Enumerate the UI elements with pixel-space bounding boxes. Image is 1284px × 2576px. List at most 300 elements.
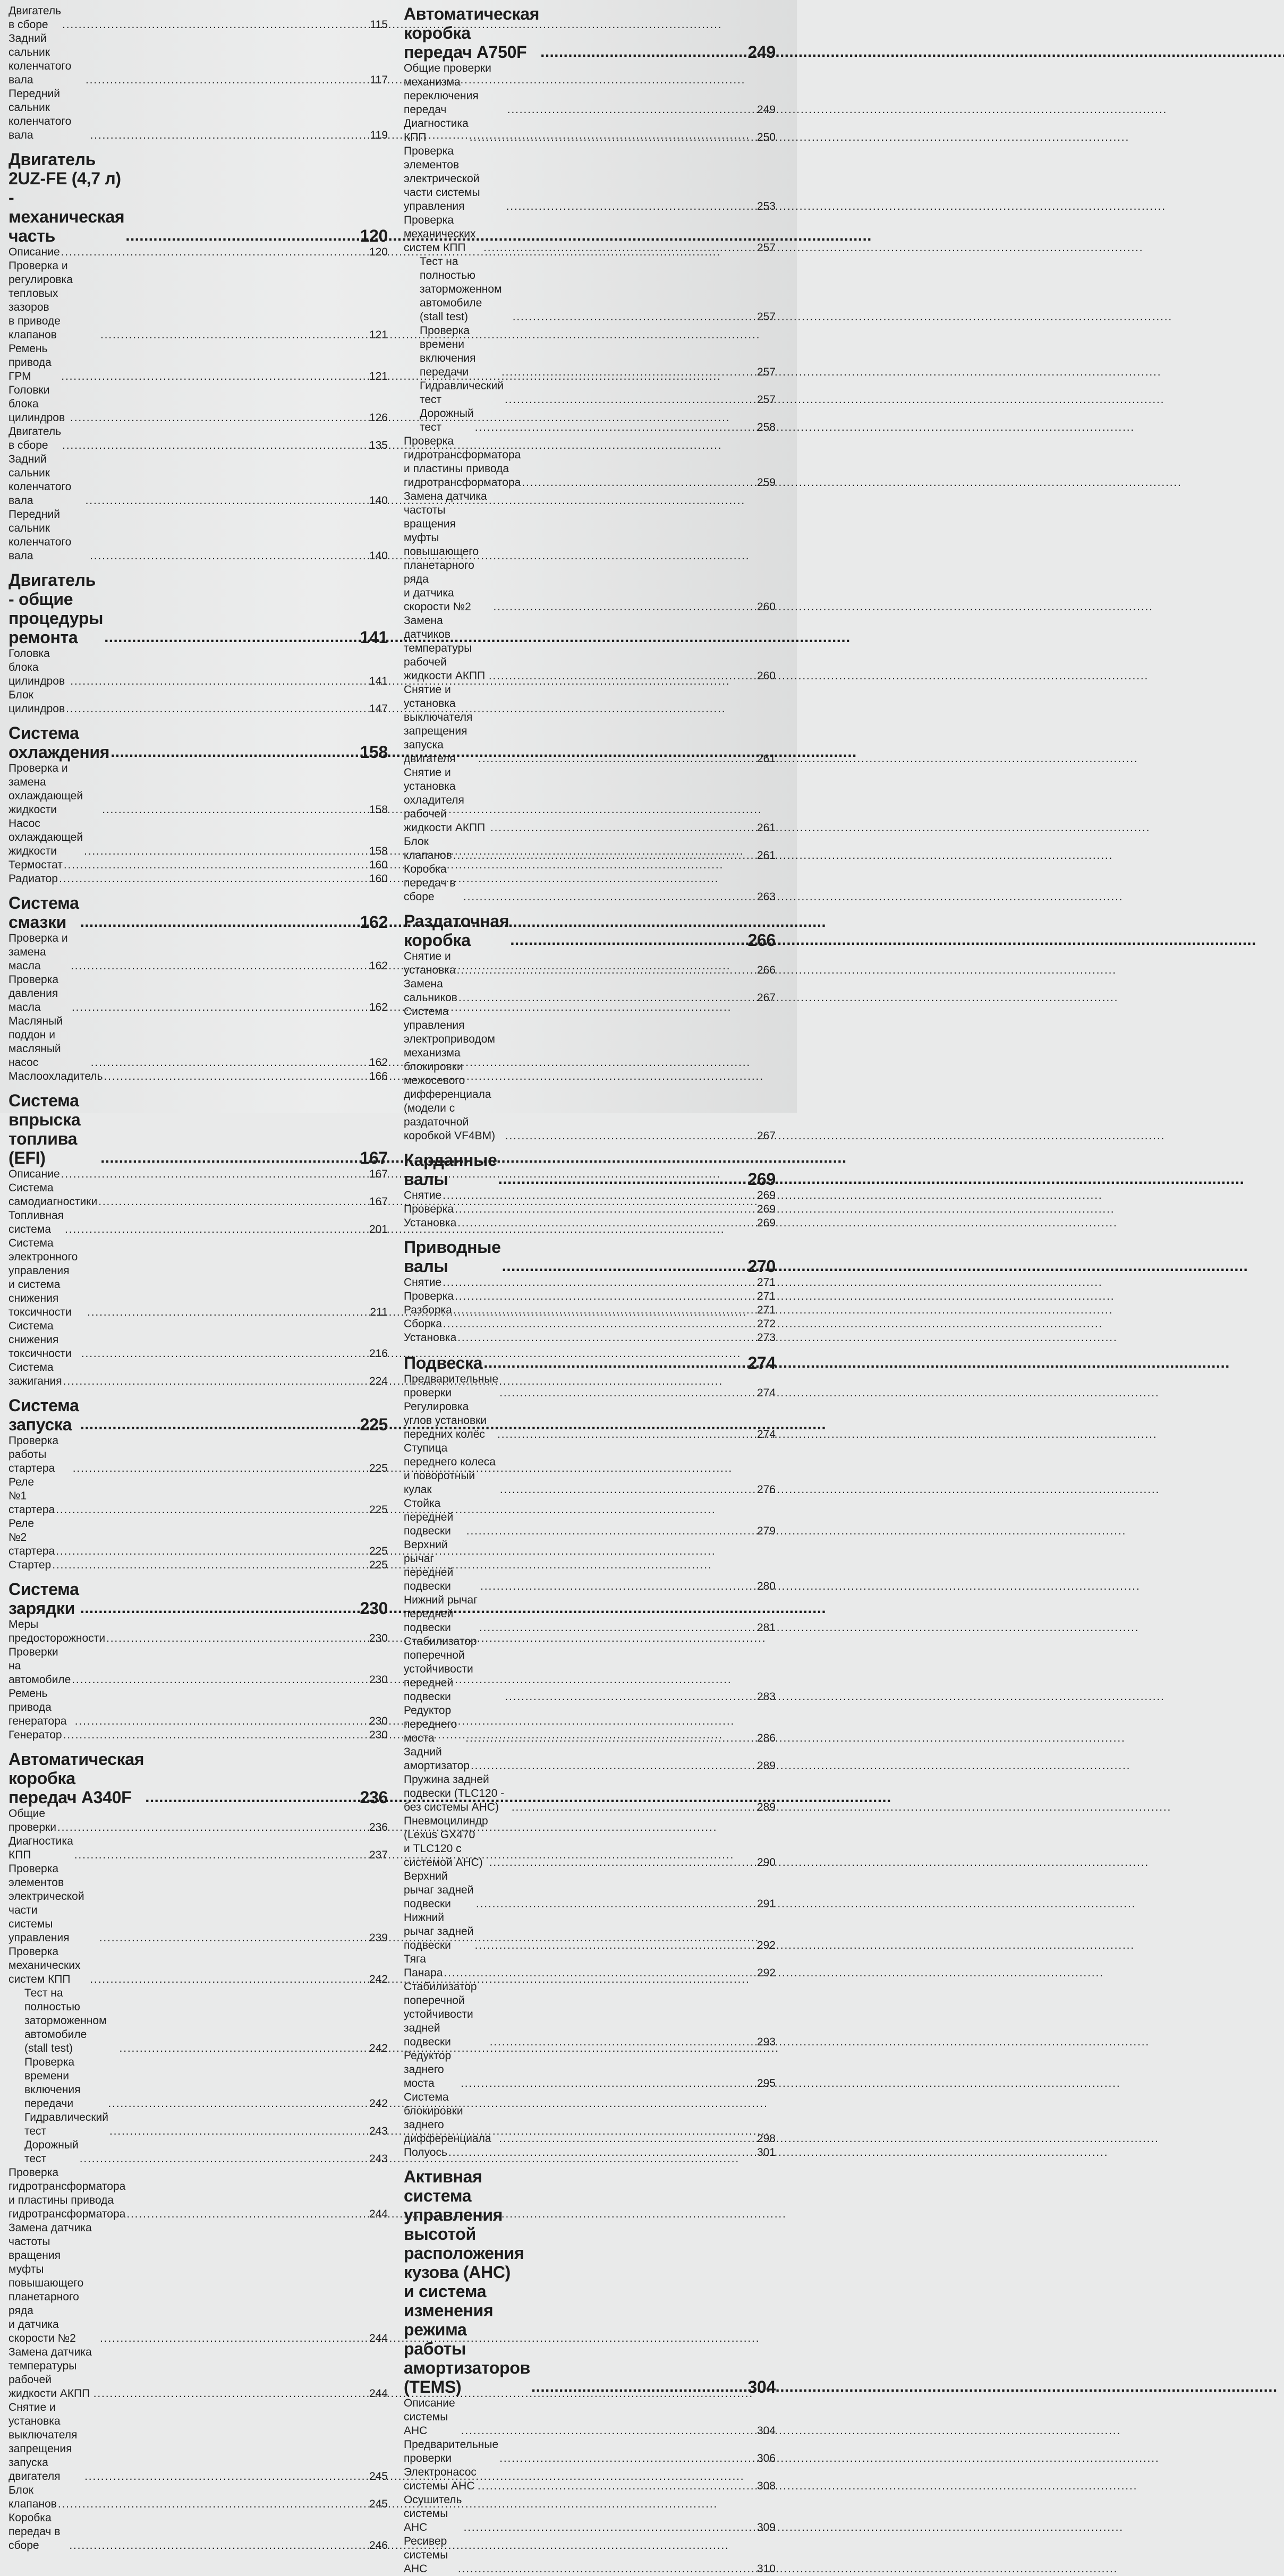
entry-page-number: 230 [369, 1715, 388, 1727]
entry-title: Электронасос системы AHC [404, 2466, 477, 2492]
section-page-number: 158 [360, 743, 388, 762]
toc-section [404, 911, 776, 1143]
toc-entry [404, 1593, 776, 1635]
entry-title: Проверка гидротрансформатора и пластины привода гидротрансформатора [404, 435, 521, 489]
entry-title: Диагностика КПП [404, 117, 469, 143]
dot-leader [100, 1147, 359, 1167]
dot-leader [145, 1787, 359, 1807]
entry-page-number: 162 [369, 1001, 388, 1013]
toc-section [8, 4, 388, 142]
toc-entry [8, 1014, 388, 1070]
entry-page-number: 244 [369, 2332, 388, 2344]
dot-leader [457, 1216, 756, 1230]
dot-leader [120, 2042, 368, 2055]
toc-entry [8, 1835, 388, 1862]
toc-entry [8, 383, 388, 425]
dot-leader [81, 1347, 368, 1361]
entry-page-number: 283 [756, 1691, 776, 1703]
dot-leader [455, 1202, 756, 1216]
entry-page-number: 263 [756, 891, 776, 903]
section-heading-title: Карданные валы [404, 1150, 497, 1189]
dot-leader [483, 1352, 746, 1372]
dot-leader [100, 2332, 368, 2345]
toc-section [404, 4, 776, 904]
dot-leader [502, 1256, 747, 1276]
entry-title: Проверка и замена масла [8, 932, 68, 972]
toc-entry [404, 614, 776, 683]
entry-title: Ступица переднего колеса и поворотный кулак [404, 1442, 496, 1496]
toc-section [8, 1091, 388, 1388]
entry-page-number: 267 [756, 992, 776, 1004]
entry-page-number: 289 [756, 1801, 776, 1813]
toc-entry [8, 1645, 388, 1687]
dot-leader [444, 1966, 756, 1980]
entry-page-number: 274 [756, 1428, 776, 1440]
toc-entry [404, 1745, 776, 1773]
dot-leader [63, 1375, 368, 1388]
toc-section [8, 893, 388, 1084]
entry-title: Проверка элементов электрической части системы управления [404, 145, 480, 212]
toc-entry [8, 1687, 388, 1728]
dot-leader [457, 1331, 756, 1345]
entry-title: Тест на полностью заторможенном автомобиле (stall test) [24, 1987, 107, 2054]
entry-page-number: 242 [369, 2042, 388, 2054]
entry-page-number: 230 [369, 1632, 388, 1644]
dot-leader [475, 1939, 756, 1952]
entry-title: Коробка передач в сборе [404, 863, 456, 903]
entry-page-number: 243 [369, 2125, 388, 2137]
entry-title: Задний амортизатор [404, 1746, 470, 1772]
dot-leader [478, 752, 756, 766]
section-heading [8, 893, 388, 932]
entry-page-number: 258 [756, 421, 776, 433]
dot-leader [74, 1848, 368, 1862]
dot-leader [522, 476, 756, 490]
entry-title: Верхний рычаг задней подвески [404, 1870, 474, 1910]
entry-title: Дорожный тест [420, 407, 474, 433]
entry-title: Проверка [404, 1290, 454, 1302]
entry-title: Верхний рычаг передней подвески [404, 1539, 454, 1592]
toc-left-column [8, 4, 388, 2553]
section-heading [8, 1750, 388, 1807]
entry-page-number: 304 [756, 2425, 776, 2437]
toc-entry [8, 1862, 388, 1945]
toc-entry [8, 1319, 388, 1361]
toc-entry [8, 858, 388, 872]
entry-title: Нижний рычаг задней подвески [404, 1912, 474, 1951]
toc-entry [8, 2401, 388, 2484]
entry-page-number: 295 [756, 2077, 776, 2089]
entry-title: Система зажигания [8, 1361, 62, 1387]
dot-leader [490, 2035, 756, 2049]
entry-title: Общие проверки механизма переключения передач [404, 62, 491, 116]
dot-leader [62, 18, 369, 32]
entry-page-number: 260 [756, 601, 776, 613]
dot-leader [71, 959, 368, 973]
dot-leader [471, 1759, 756, 1773]
dot-leader [499, 2452, 756, 2466]
toc-entry [8, 2484, 388, 2511]
dot-leader [475, 421, 756, 434]
dot-leader [501, 365, 756, 379]
entry-title: Проверка механических систем КПП [404, 214, 476, 254]
section-heading-title: Система зарядки [8, 1580, 79, 1618]
toc-entry [8, 32, 388, 87]
section-page-number: 236 [360, 1788, 388, 1807]
toc-entry [404, 1290, 776, 1303]
entry-page-number: 298 [756, 2133, 776, 2145]
dot-leader [57, 1821, 368, 1835]
section-heading-title: Система охлаждения [8, 723, 110, 762]
entry-page-number: 162 [369, 960, 388, 972]
entry-title: Двигатель в сборе [8, 5, 62, 31]
entry-page-number: 160 [369, 873, 388, 885]
entry-page-number: 225 [369, 1559, 388, 1571]
toc-entry [404, 2396, 776, 2438]
entry-title: Головка блока цилиндров [8, 647, 65, 687]
entry-page-number: 243 [369, 2153, 388, 2165]
entry-page-number: 160 [369, 859, 388, 871]
entry-title: Система блокировки заднего дифференциала [404, 2091, 491, 2145]
toc-entry [404, 1497, 776, 1538]
toc-right-column [404, 4, 776, 2576]
toc-entry [404, 977, 776, 1005]
toc-entry [404, 214, 776, 255]
entry-page-number: 246 [369, 2539, 388, 2552]
entry-page-number: 249 [756, 104, 776, 116]
entry-title: Передний сальник коленчатого вала [8, 508, 72, 562]
section-heading-title: Система смазки [8, 893, 79, 932]
dot-leader [443, 1189, 756, 1202]
toc-entry [8, 1361, 388, 1388]
dot-leader [98, 1195, 368, 1209]
entry-page-number: 121 [369, 329, 388, 341]
dot-leader [58, 2497, 368, 2511]
toc-entry [8, 1517, 388, 1558]
dot-leader [80, 1414, 359, 1434]
entry-page-number: 301 [756, 2146, 776, 2159]
dot-leader [483, 241, 756, 255]
entry-title: Разборка [404, 1304, 452, 1316]
dot-leader [443, 1317, 756, 1331]
entry-title: Система управления электроприводом механизма блокировки межосевого дифференциала (модели с раздаточной коробкой VF4BM) [404, 1005, 496, 1142]
toc-entry [404, 1441, 776, 1497]
entry-page-number: 140 [369, 494, 388, 507]
entry-page-number: 271 [756, 1276, 776, 1289]
entry-page-number: 306 [756, 2452, 776, 2464]
dot-leader [52, 1558, 368, 1572]
entry-title: Общие проверки [8, 1807, 56, 1833]
entry-page-number: 261 [756, 822, 776, 834]
entry-page-number: 126 [369, 412, 388, 424]
dot-leader [490, 821, 756, 835]
dot-leader [505, 1690, 756, 1704]
toc-entry [8, 508, 388, 563]
dot-leader [56, 1545, 368, 1558]
entry-page-number: 216 [369, 1347, 388, 1360]
toc-section [404, 1352, 776, 2160]
toc-section [404, 1238, 776, 1345]
dot-leader [505, 1129, 756, 1143]
entry-title: Проверка и регулировка тепловых зазоров в приводе клапанов [8, 260, 73, 341]
toc-entry [404, 1202, 776, 1216]
entry-title: Блок клапанов [8, 2484, 57, 2510]
dot-leader [80, 2152, 368, 2166]
entry-page-number: 239 [369, 1932, 388, 1944]
dot-leader [465, 1731, 756, 1745]
dot-leader [90, 1973, 368, 1986]
entry-title: Проверка [404, 1203, 454, 1215]
entry-title: Полуось [404, 2146, 447, 2159]
entry-title: Установка [404, 1217, 457, 1229]
section-heading [404, 4, 776, 62]
dot-leader [476, 1897, 756, 1911]
dot-leader [100, 328, 368, 342]
toc-entry [404, 2493, 776, 2535]
dot-leader [106, 1632, 368, 1645]
section-heading [8, 150, 388, 245]
dot-leader [70, 411, 368, 425]
entry-page-number: 117 [370, 74, 388, 86]
toc-entry [8, 1167, 388, 1181]
entry-title: Генератор [8, 1729, 62, 1741]
section-page-number: 162 [360, 912, 388, 932]
dot-leader [66, 702, 368, 716]
toc-entry [8, 973, 388, 1014]
toc-entry [404, 1814, 776, 1870]
dot-leader [109, 2125, 368, 2138]
entry-title: Передний сальник коленчатого вала [8, 88, 72, 141]
entry-title: Снятие и установка выключателя запрещения запуска двигателя [8, 2401, 78, 2483]
section-heading-title: Автоматическая коробка передач A750F [404, 4, 540, 62]
entry-page-number: 291 [756, 1898, 776, 1910]
section-heading-title: Система запуска [8, 1396, 79, 1434]
entry-title: Замена датчиков температуры рабочей жидкости АКПП [404, 615, 486, 682]
toc-entry [8, 1475, 388, 1517]
toc-entry [404, 2049, 776, 2091]
entry-title: Проверка механических систем КПП [8, 1946, 81, 1985]
entry-page-number: 274 [756, 1387, 776, 1399]
toc-entry [8, 1236, 388, 1319]
dot-leader [489, 1856, 756, 1870]
toc-entry [8, 2345, 388, 2401]
entry-title: Система снижения токсичности [8, 1320, 72, 1360]
entry-page-number: 308 [756, 2480, 776, 2492]
entry-title: Редуктор заднего моста [404, 2050, 452, 2089]
dot-leader [99, 1931, 368, 1945]
dot-leader [500, 1483, 756, 1497]
toc-entry [404, 1303, 776, 1317]
toc-subentry [404, 255, 776, 324]
entry-page-number: 121 [369, 370, 388, 382]
entry-title: Стабилизатор поперечной устойчивости передней подвески [404, 1635, 477, 1703]
entry-title: Диагностика КПП [8, 1835, 73, 1861]
dot-leader [461, 2424, 756, 2438]
entry-page-number: 230 [369, 1674, 388, 1686]
dot-leader [458, 991, 756, 1005]
entry-page-number: 135 [369, 439, 388, 451]
section-heading-title: Активная система управления высотой расположения кузова (AHC) и система изменения режима работы амортизаторов (TEMS) [404, 2167, 531, 2396]
toc-section [8, 1396, 388, 1572]
toc-entry [8, 87, 388, 142]
dot-leader [457, 963, 756, 977]
entry-title: Проверка и замена охлаждающей жидкости [8, 762, 83, 816]
toc-section [404, 1150, 776, 1230]
section-page-number: 269 [747, 1170, 776, 1189]
toc-entry [8, 1181, 388, 1209]
toc-entry [8, 932, 388, 973]
entry-title: Стабилизатор поперечной устойчивости задней подвески [404, 1981, 477, 2048]
entry-title: Проверка времени включения передачи [420, 325, 476, 378]
toc-entry [404, 1952, 776, 1980]
entry-title: Масляный поддон и масляный насос [8, 1015, 63, 1069]
entry-title: Предварительные проверки [404, 1373, 499, 1399]
entry-title: Реле №2 стартера [8, 1517, 55, 1557]
toc-entry [404, 1372, 776, 1400]
entry-title: Проверка гидротрансформатора и пластины привода гидротрансформатора [8, 2166, 126, 2220]
toc-entry [8, 4, 388, 32]
entry-page-number: 244 [369, 2387, 388, 2400]
toc-entry [8, 342, 388, 383]
dot-leader [506, 200, 756, 214]
section-heading [8, 570, 388, 647]
entry-title: Проверка давления масла [8, 974, 59, 1013]
entry-page-number: 269 [756, 1189, 776, 1201]
entry-title: Система самодиагностики [8, 1182, 98, 1208]
toc-entry [8, 2221, 388, 2345]
dot-leader [72, 1001, 368, 1014]
dot-leader [453, 1303, 756, 1317]
toc-subentry [404, 324, 776, 379]
entry-page-number: 281 [756, 1622, 776, 1634]
toc-entry [8, 1618, 388, 1645]
dot-leader [80, 911, 359, 932]
toc-entry [8, 1434, 388, 1475]
dot-leader [108, 2097, 368, 2111]
entry-title: Стойка передней подвески [404, 1497, 454, 1537]
entry-page-number: 115 [370, 19, 388, 31]
dot-leader [90, 129, 369, 142]
dot-leader [497, 1428, 756, 1441]
toc-entry [404, 1189, 776, 1202]
dot-leader [448, 2146, 756, 2160]
entry-title: Нижний рычаг передней подвески [404, 1594, 478, 1634]
entry-page-number: 266 [756, 964, 776, 976]
toc-entry [8, 1209, 388, 1236]
section-heading [8, 1580, 388, 1618]
entry-title: Радиатор [8, 873, 58, 885]
entry-title: Меры предосторожности [8, 1618, 106, 1644]
section-heading-title: Двигатель - общие процедуры ремонта [8, 570, 104, 647]
dot-leader [91, 1056, 368, 1070]
entry-page-number: 292 [756, 1939, 776, 1951]
entry-page-number: 167 [369, 1196, 388, 1208]
section-heading [404, 911, 776, 950]
toc-entry [404, 2146, 776, 2160]
entry-page-number: 141 [369, 675, 388, 687]
entry-title: Задний сальник коленчатого вала [8, 453, 72, 507]
section-heading [8, 1396, 388, 1434]
entry-title: Задний сальник коленчатого вала [8, 32, 72, 86]
dot-leader [61, 1167, 368, 1181]
dot-leader [86, 73, 369, 87]
entry-page-number: 289 [756, 1760, 776, 1772]
entry-title: Дорожный тест [24, 2139, 79, 2165]
section-page-number: 120 [360, 226, 388, 245]
entry-title: Описание системы AHC [404, 2397, 455, 2437]
section-heading-title: Система впрыска топлива (EFI) [8, 1091, 81, 1167]
toc-subentry [8, 2111, 388, 2138]
entry-page-number: 257 [756, 242, 776, 254]
entry-page-number: 292 [756, 1967, 776, 1979]
dot-leader [80, 1598, 359, 1618]
toc-entry [404, 1980, 776, 2049]
entry-page-number: 250 [756, 131, 776, 143]
dot-leader [478, 2479, 756, 2493]
toc-section [404, 2167, 776, 2576]
dot-leader [453, 849, 756, 863]
toc-subentry [8, 2138, 388, 2166]
toc-subentry [8, 1986, 388, 2055]
entry-title: Описание [8, 1168, 60, 1180]
entry-page-number: 269 [756, 1203, 776, 1215]
toc-entry [404, 1216, 776, 1230]
dot-leader [63, 1728, 368, 1742]
dot-leader [125, 225, 359, 245]
dot-leader [489, 669, 756, 683]
entry-title: Термостат [8, 859, 63, 871]
toc-entry [404, 1005, 776, 1143]
dot-leader [56, 1503, 368, 1517]
entry-page-number: 245 [369, 2470, 388, 2483]
toc-entry [8, 1945, 388, 1986]
dot-leader [505, 393, 756, 407]
section-heading [8, 723, 388, 762]
section-page-number: 266 [747, 931, 776, 950]
dot-leader [104, 1070, 368, 1084]
entry-page-number: 158 [369, 845, 388, 857]
dot-leader [75, 1715, 368, 1728]
entry-title: Снятие [404, 1276, 442, 1289]
entry-page-number: 253 [756, 200, 776, 212]
toc-entry [404, 766, 776, 835]
entry-title: Гидравлический тест [24, 2111, 108, 2137]
entry-page-number: 309 [756, 2521, 776, 2534]
toc-subentry [8, 2055, 388, 2111]
entry-title: Топливная система [8, 1209, 64, 1235]
toc-section [8, 570, 388, 716]
dot-leader [59, 872, 368, 886]
dot-leader [466, 1524, 756, 1538]
section-heading-title: Раздаточная коробка [404, 911, 509, 950]
dot-leader [507, 103, 756, 117]
entry-title: Замена датчика температуры рабочей жидкости АКПП [8, 2346, 92, 2400]
dot-leader [72, 1673, 368, 1687]
entry-page-number: 119 [370, 129, 388, 141]
toc-entry [404, 1538, 776, 1593]
entry-page-number: 293 [756, 2036, 776, 2048]
entry-title: Замена датчика частоты вращения муфты повышающего планетарного ряда и датчика скорости №2 [8, 2222, 92, 2344]
toc-entry [8, 245, 388, 259]
entry-title: Тест на полностью заторможенном автомобиле (stall test) [420, 255, 502, 323]
toc-entry [404, 1635, 776, 1704]
toc-entry [404, 683, 776, 766]
entry-title: Маслоохладитель [8, 1070, 103, 1082]
section-heading-title: Приводные валы [404, 1238, 501, 1276]
toc-entry [404, 863, 776, 904]
section-heading [404, 1150, 776, 1189]
entry-page-number: 120 [369, 246, 388, 258]
